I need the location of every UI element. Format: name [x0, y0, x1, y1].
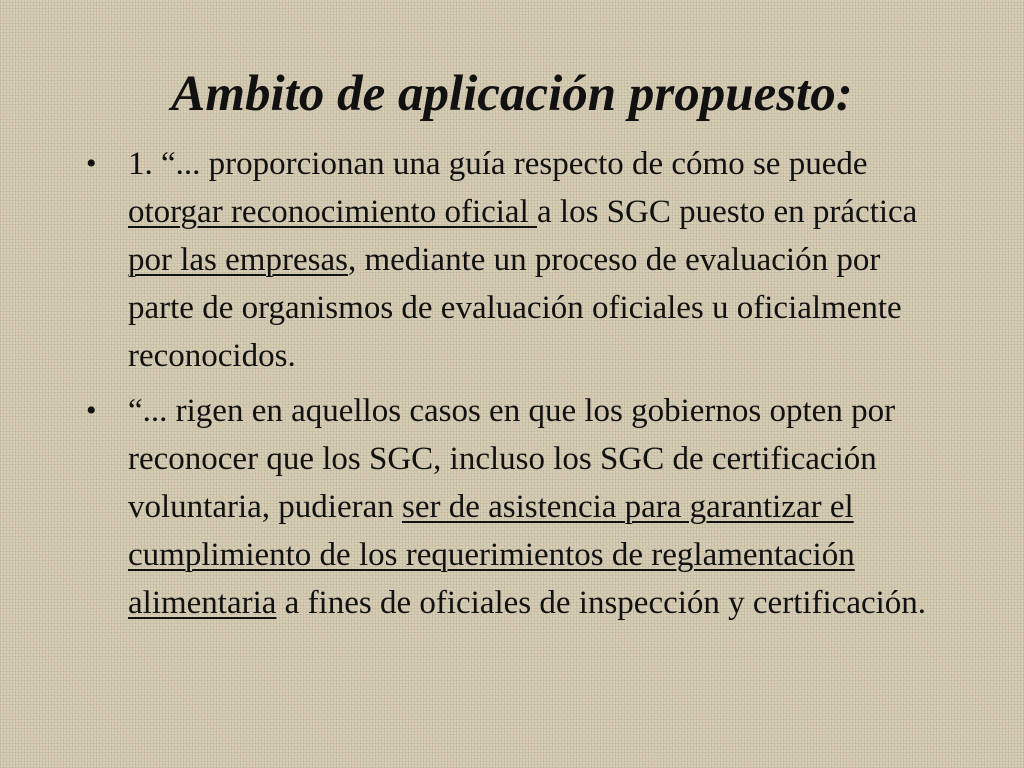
underlined-phrase: otorgar reconocimiento oficial [128, 194, 537, 230]
bullet-text: a los SGC puesto en práctica [537, 194, 918, 230]
slide-title: Ambito de aplicación propuesto: [171, 66, 853, 122]
bullet-text: , mediante un proceso de evaluación por parte de organismos de evaluación oficiales u oficialmente reconocidos. [128, 242, 902, 374]
bullet-item [86, 140, 946, 380]
bullet-list [86, 140, 946, 634]
bullet-icon: • [86, 147, 97, 180]
underlined-phrase: por las empresas [128, 242, 348, 278]
underlined-phrase: ser de asistencia para garantizar el cumplimiento de los requerimientos de reglamentación alimentaria [128, 489, 855, 621]
bullet-text: 1. “... proporcionan una guía respecto de cómo se puede [128, 146, 868, 182]
bullet-text: “... rigen en aquellos casos en que los gobiernos opten por reconocer que los SGC, incluso los SGC de certificación voluntaria, pudieran [128, 393, 896, 525]
bullet-item [86, 387, 946, 627]
bullet-icon: • [86, 394, 97, 427]
bullet-text: a fines de oficiales de inspección y certificación. [276, 585, 927, 621]
